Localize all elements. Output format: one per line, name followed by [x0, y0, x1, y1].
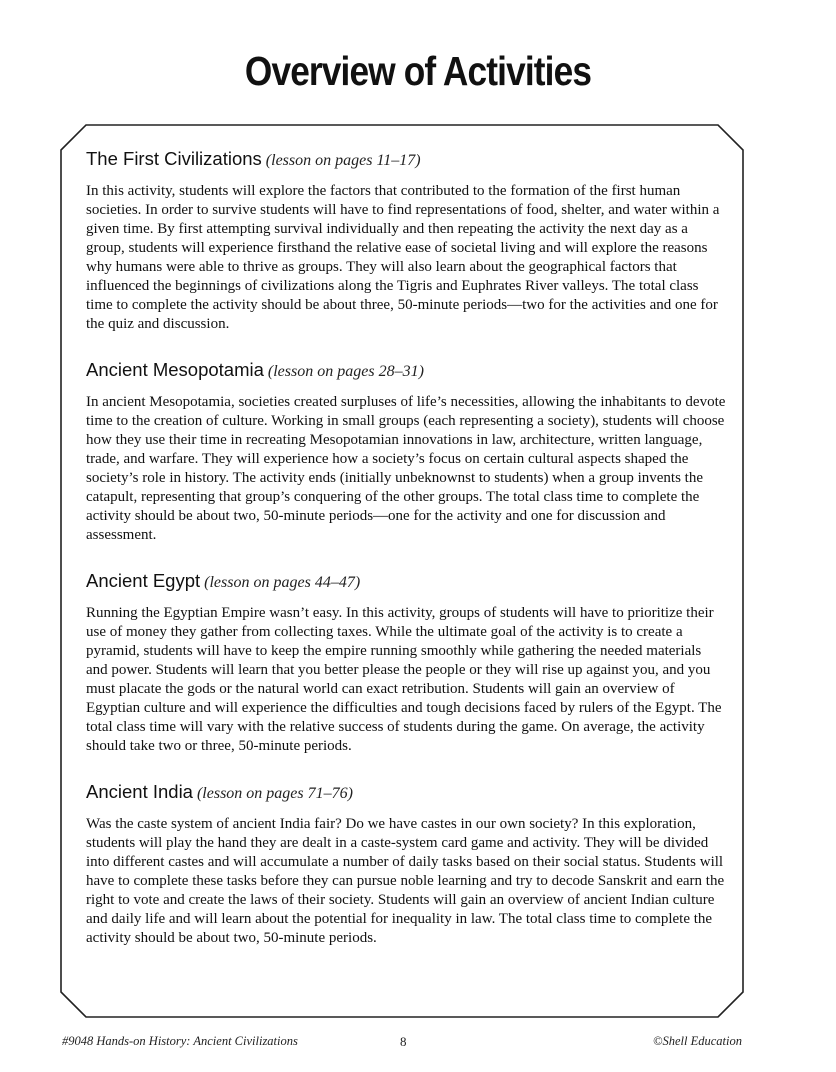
section-title: The First Civilizations [86, 148, 262, 169]
section-ancient-mesopotamia [86, 358, 726, 545]
section-body: Was the caste system of ancient India fair? Do we have castes in our own society? In this exploration, students will play the hand they are dealt in a caste-system card game and activity. They will be divided into different castes and will accumulate a number of daily tasks based on their social status. Students will have to complete these tasks before they can pursue noble learning and try to decode Sanskrit and earn the right to vote and create the laws of their society. Students will gain an overview of ancient Indian culture and daily life and will learn about the potential for inequality in law. The total class time to complete the activity should be about two, 50-minute periods. [86, 816, 725, 946]
section-page-reference: (lesson on pages 44–47) [204, 574, 361, 591]
section-body: In ancient Mesopotamia, societies created surpluses of life’s necessities, allowing the inhabitants to devote time to the creation of culture. Working in small groups (each representing a society), students will choose how they use their time in recreating Mesopotamian innovations in law, architecture, written language, trade, and warfare. They will experience how a society’s focus on certain cultural aspects shaped the society’s role in history. The activity ends (initially unbeknownst to students) when a group invents the catapult, representing that group’s conquering of the other groups. The total class time to complete the activity should be about two, 50-minute periods—one for the activity and one for discussion and assessment. [86, 394, 726, 543]
footer-page-number: 8 [400, 1034, 407, 1049]
section-page-reference: (lesson on pages 71–76) [196, 785, 353, 802]
section-title: Ancient Mesopotamia [86, 359, 264, 380]
section-title: Ancient Egypt [86, 570, 201, 591]
footer-copyright: ©Shell Education [653, 1034, 742, 1048]
section-first-civilizations [86, 147, 726, 334]
section-heading [86, 569, 726, 595]
section-title: Ancient India [86, 781, 193, 802]
page-title: Overview of Activities [244, 48, 592, 94]
section-page-reference: (lesson on pages 11–17) [265, 152, 421, 169]
section-heading [86, 358, 726, 384]
section-heading [86, 780, 726, 806]
section-heading [86, 147, 726, 173]
footer-book-title: #9048 Hands-on History: Ancient Civilizations [62, 1034, 298, 1048]
section-ancient-egypt [86, 569, 726, 756]
activities-list [86, 147, 726, 972]
section-body: Running the Egyptian Empire wasn’t easy. In this activity, groups of students will have to prioritize their use of money they gather from collecting taxes. While the ultimate goal of the activity is to create a pyramid, students will have to keep the empire running smoothly while gathering the needed materials and power. Students will learn that you better please the people or they will rise up against you, and you must placate the gods or the natural world can exact retribution. Students will gain an overview of Egyptian culture and will experience the difficulties and tough decisions faced by rulers of the Egypt. The total class time will vary with the relative success of students during the game. On average, the activity should take two or three, 50-minute periods. [86, 605, 722, 754]
section-page-reference: (lesson on pages 28–31) [267, 363, 424, 380]
section-ancient-india [86, 780, 726, 948]
section-body: In this activity, students will explore the factors that contributed to the formation of the first human societies. In order to survive students will have to find representations of food, shelter, and water within a given time. By first attempting survival individually and then repeating the activity the next day as a group, students will experience firsthand the relative ease of societal living and will explore the reasons why humans were able to thrive as groups. They will also learn about the geographical factors that influenced the beginnings of civilizations along the Tigris and Euphrates River valleys. The total class time to complete the activity should be about three, 50-minute periods—two for the activities and one for the quiz and discussion. [86, 183, 720, 332]
